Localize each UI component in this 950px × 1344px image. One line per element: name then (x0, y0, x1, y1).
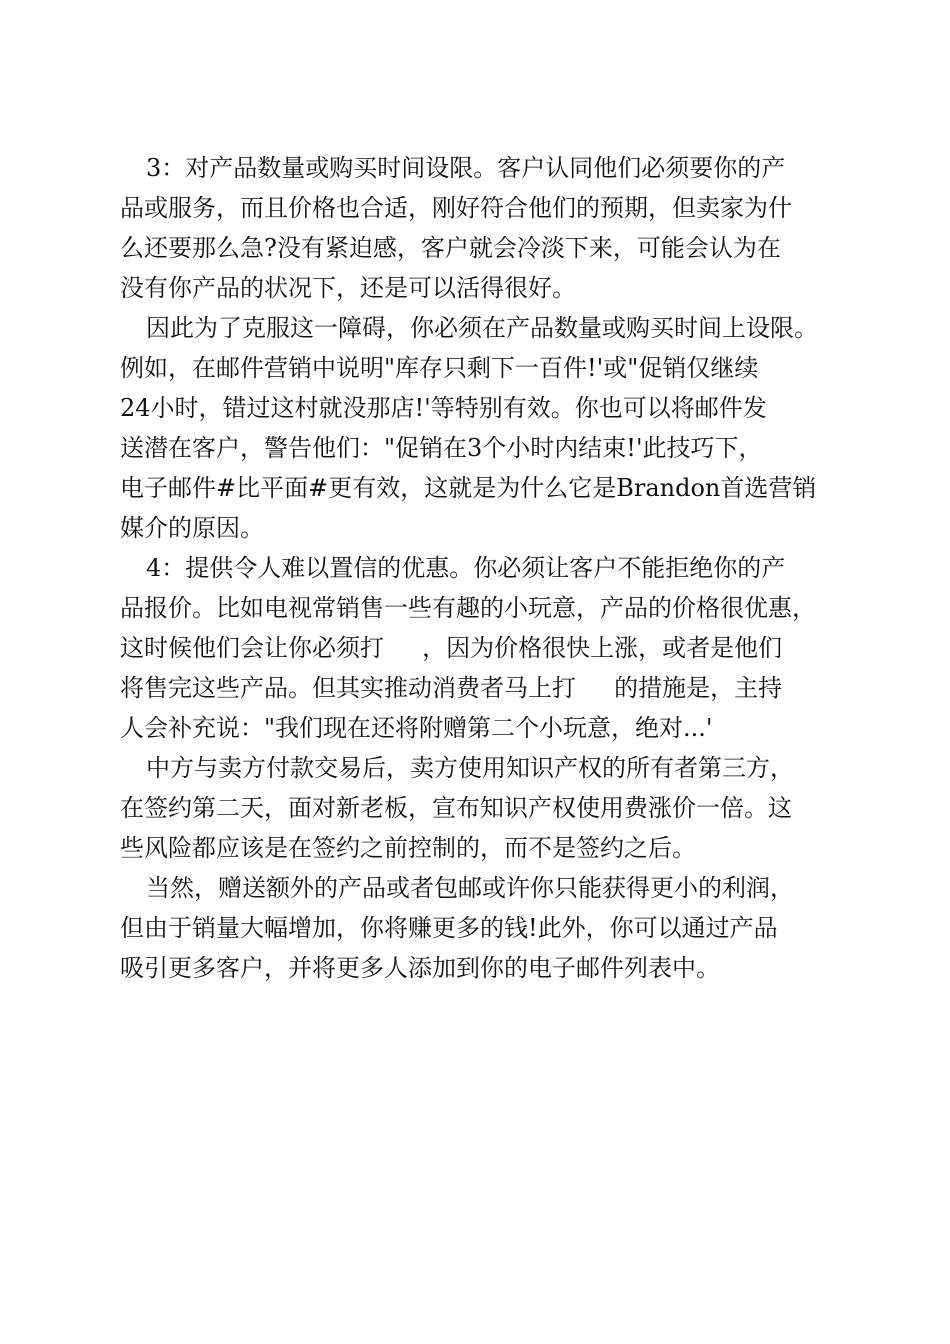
text-line: 些风险都应该是在签约之前控制的，而不是签约之后。 (120, 834, 696, 862)
text-line: 在签约第二天，面对新老板，宣布知识产权使用费涨价一倍。这 (120, 794, 792, 822)
text-line: 当然，赠送额外的产品或者包邮或许你只能获得更小的利润， (146, 874, 794, 902)
text-line: 品报价。比如电视常销售一些有趣的小玩意，产品的价格很优惠， (120, 594, 816, 622)
body-text (120, 148, 860, 988)
text-line: 人会补充说："我们现在还将附赠第二个小玩意，绝对...' (120, 714, 713, 742)
text-line: 吸引更多客户，并将更多人添加到你的电子邮件列表中。 (120, 954, 720, 982)
text-line: 电子邮件#比平面#更有效，这就是为什么它是Brandon首选营销 (120, 474, 817, 502)
text-line: 中方与卖方付款交易后，卖方使用知识产权的所有者第三方， (146, 754, 794, 782)
text-line: 3：对产品数量或购买时间设限。客户认同他们必须要你的产 (146, 154, 786, 182)
text-line: 么还要那么急?没有紧迫感，客户就会冷淡下来，可能会认为在 (120, 234, 781, 262)
text-line: 媒介的原因。 (120, 514, 264, 542)
text-line: 送潜在客户，警告他们："促销在3个小时内结束!'此技巧下， (120, 434, 763, 462)
text-line: 将售完这些产品。但其实推动消费者马上打 的措施是，主持 (120, 674, 783, 702)
text-line: 24小时，错过这村就没那店!'等特别有效。你也可以将邮件发 (120, 394, 767, 422)
text-line: 4：提供令人难以置信的优惠。你必须让客户不能拒绝你的产 (146, 554, 786, 582)
text-line: 没有你产品的状况下，还是可以活得很好。 (120, 274, 576, 302)
text-line: 例如，在邮件营销中说明"库存只剩下一百件!'或"促销仅继续 (120, 354, 759, 382)
text-line: 品或服务，而且价格也合适，刚好符合他们的预期，但卖家为什 (120, 194, 792, 222)
text-line: 但由于销量大幅增加，你将赚更多的钱!此外，你可以通过产品 (120, 914, 778, 942)
text-line: 这时候他们会让你必须打 ，因为价格很快上涨，或者是他们 (120, 634, 783, 662)
text-line: 因此为了克服这一障碍，你必须在产品数量或购买时间上设限。 (146, 314, 818, 342)
